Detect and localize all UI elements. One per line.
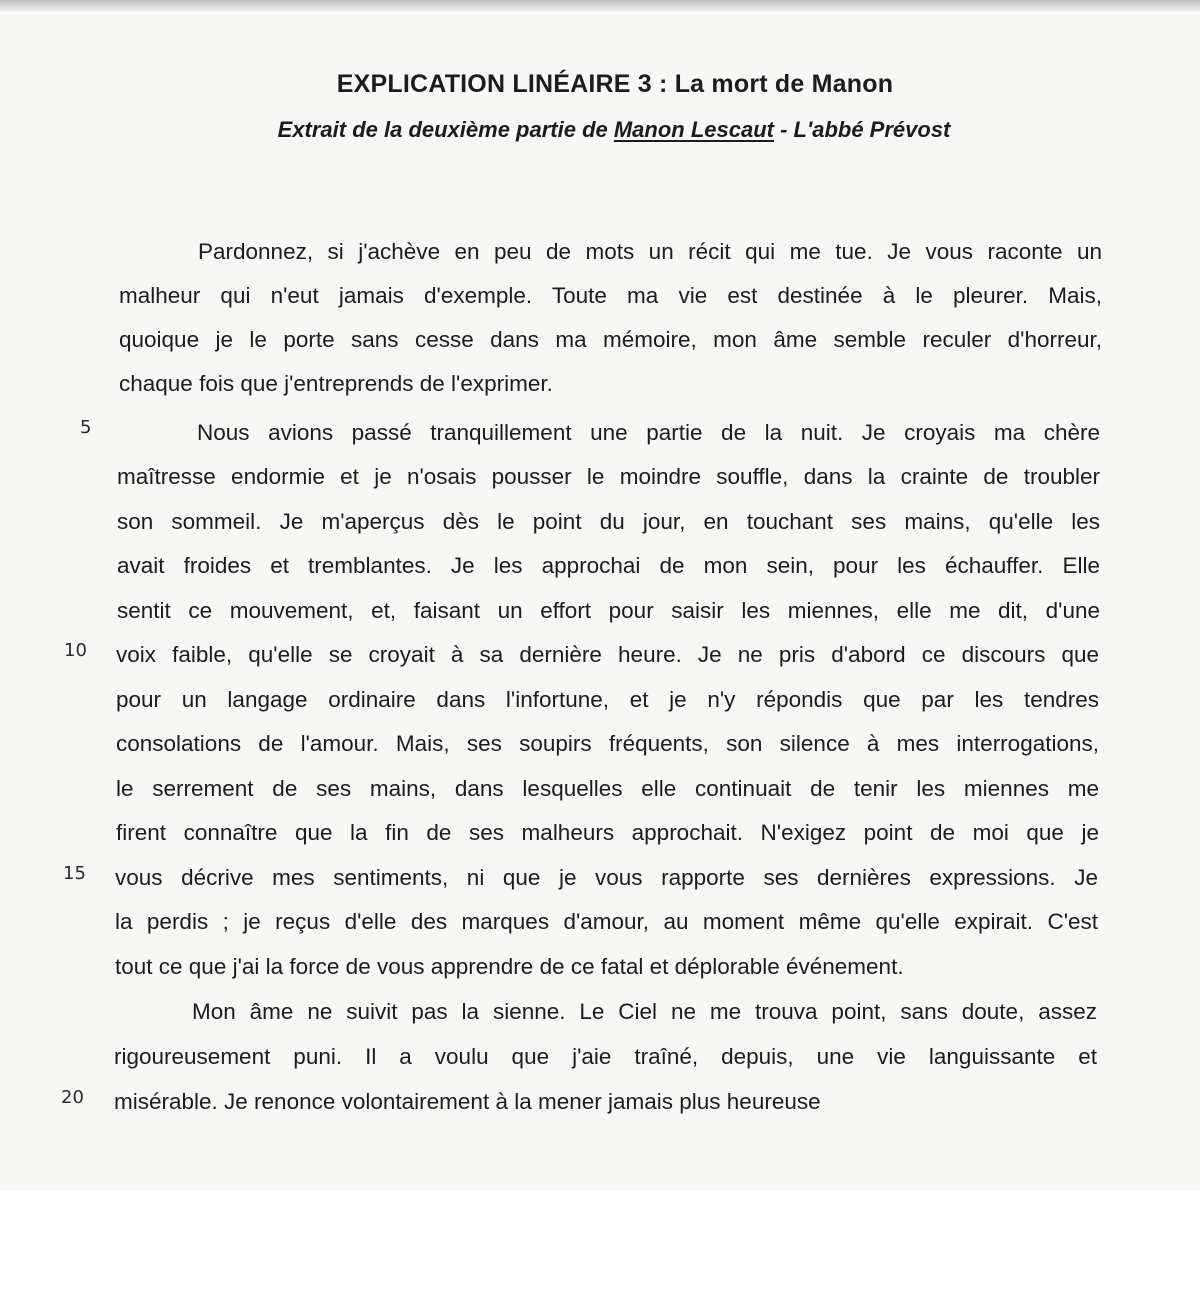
text-line: maîtresse endormie et je n'osais pousser le moindre souffle, dans la crainte de troubler [117,464,1100,489]
line-number: 20 [61,1087,84,1108]
text-line: voix faible, qu'elle se croyait à sa dernière heure. Je ne pris d'abord ce discours que [116,642,1099,667]
text-line: Pardonnez, si j'achève en peu de mots un récit qui me tue. Je vous raconte un [198,239,1102,264]
line-number: 10 [64,640,87,661]
text-line: Nous avions passé tranquillement une partie de la nuit. Je croyais ma chère [197,420,1100,445]
line-number: 15 [63,863,86,884]
line-number: 5 [80,417,92,438]
text-line: quoique je le porte sans cesse dans ma mémoire, mon âme semble reculer d'horreur, [119,327,1102,352]
text-line: rigoureusement puni. Il a voulu que j'aie traîné, depuis, une vie languissante et [114,1044,1097,1069]
text-line: Mon âme ne suivit pas la sienne. Le Ciel ne me trouva point, sans doute, assez [192,999,1097,1024]
subtitle-author: - L'abbé Prévost [774,117,951,142]
text-line: consolations de l'amour. Mais, ses soupirs fréquents, son silence à mes interrogations, [116,731,1099,756]
text-line: sentit ce mouvement, et, faisant un effort pour saisir les miennes, elle me dit, d'une [117,598,1100,623]
scan-top-shadow [0,0,1200,14]
text-line: le serrement de ses mains, dans lesquelles elle continuait de tenir les miennes me [116,776,1099,801]
text-line: misérable. Je renonce volontairement à la mener jamais plus heureuse [114,1089,821,1114]
document-title: EXPLICATION LINÉAIRE 3 : La mort de Manon [336,70,894,98]
document-subtitle [0,117,1200,143]
text-line: malheur qui n'eut jamais d'exemple. Toute ma vie est destinée à le pleurer. Mais, [119,283,1102,308]
text-line: firent connaître que la fin de ses malheurs approchait. N'exigez point de moi que je [116,820,1099,845]
text-line: tout ce que j'ai la force de vous apprendre de ce fatal et déplorable événement. [115,954,904,979]
text-line: la perdis ; je reçus d'elle des marques d'amour, au moment même qu'elle expirait. C'est [115,909,1098,934]
work-title: Manon Lescaut [613,117,774,142]
text-line: son sommeil. Je m'aperçus dès le point du jour, en touchant ses mains, qu'elle les [117,509,1100,534]
text-line: chaque fois que j'entreprends de l'exprimer. [119,371,553,396]
text-line: vous décrive mes sentiments, ni que je vous rapporte ses dernières expressions. Je [115,865,1098,890]
text-line: pour un langage ordinaire dans l'infortune, et je n'y répondis que par les tendres [116,687,1099,712]
subtitle-prefix: Extrait de la deuxième partie de [277,117,614,142]
text-line: avait froides et tremblantes. Je les approchai de mon sein, pour les échauffer. Elle [117,553,1100,578]
